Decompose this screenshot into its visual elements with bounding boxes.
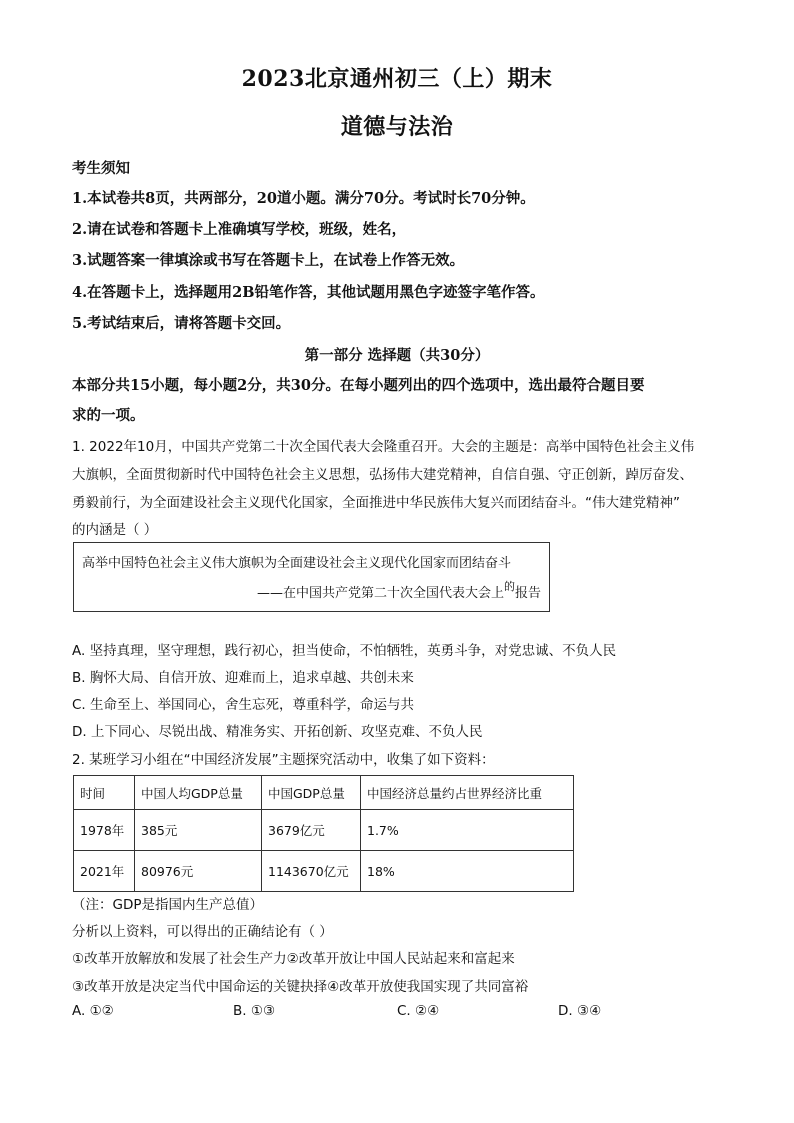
q1-stem-line: 勇毅前行，为全面建设社会主义现代化国家，全面推进中华民族伟大复兴而团结奋斗。“伟大建党精神” — [72, 495, 680, 511]
notice-heading: 考生须知 — [72, 160, 130, 177]
q1-quote-source-main: ——在中国共产党第二十次全国代表大会上 — [256, 586, 504, 601]
table-cell: 2021年 — [74, 851, 135, 892]
q2-statement: ③改革开放是决定当代中国命运的关键抉择④改革开放使我国实现了共同富裕 — [72, 979, 529, 995]
q2-option-a: A. ①② — [72, 1003, 114, 1019]
q2-statement: ①改革开放解放和发展了社会生产力②改革开放让中国人民站起来和富起来 — [72, 951, 515, 967]
table-header-row — [74, 776, 574, 810]
part1-intro: 求的一项。 — [72, 407, 145, 424]
q2-option-d: D. ③④ — [558, 1003, 602, 1019]
q1-stem-line: 的内涵是（ ） — [72, 522, 158, 538]
table-cell: 385元 — [135, 810, 262, 851]
notice-item: 4.在答题卡上，选择题用2B铅笔作答，其他试题用黑色字迹签字笔作答。 — [72, 284, 545, 301]
table-cell: 80976元 — [135, 851, 262, 892]
q1-quote-source-sup: 的 — [503, 580, 515, 593]
part1-intro: 本部分共15小题，每小题2分，共30分。在每小题列出的四个选项中，选出最符合题目要 — [72, 377, 645, 394]
q2-stem: 2. 某班学习小组在“中国经济发展”主题探究活动中，收集了如下资料： — [72, 752, 495, 768]
table-cell: 3679亿元 — [262, 810, 361, 851]
q1-quote-source-end: 报告 — [514, 586, 541, 601]
table-header-cell: 中国GDP总量 — [262, 776, 361, 810]
q1-quote-source — [257, 582, 541, 601]
q2-question: 分析以上资料，可以得出的正确结论有（ ） — [72, 924, 333, 940]
q2-option-c: C. ②④ — [397, 1003, 440, 1019]
table-cell: 1.7% — [361, 810, 574, 851]
notice-item: 3.试题答案一律填涂或书写在答题卡上，在试卷上作答无效。 — [72, 252, 465, 269]
table-header-cell: 时间 — [74, 776, 135, 810]
table-header-cell: 中国人均GDP总量 — [135, 776, 262, 810]
table-cell: 18% — [361, 851, 574, 892]
notice-item: 5.考试结束后，请将答题卡交回。 — [72, 315, 291, 332]
exam-title: 2023北京通州初三（上）期末 — [241, 66, 553, 92]
table-row — [74, 810, 574, 851]
q1-option-b: B. 胸怀大局、自信开放、迎难而上，追求卓越、共创未来 — [72, 670, 414, 686]
exam-subject: 道德与法治 — [340, 114, 454, 140]
table-cell: 1978年 — [74, 810, 135, 851]
part1-title: 第一部分 选择题（共30分） — [304, 347, 490, 364]
notice-item: 1.本试卷共8页，共两部分，20道小题。满分70分。考试时长70分钟。 — [72, 190, 535, 207]
table-row — [74, 851, 574, 892]
q1-option-c: C. 生命至上、举国同心，舍生忘死，尊重科学，命运与共 — [72, 697, 415, 713]
table-cell: 1143670亿元 — [262, 851, 361, 892]
q2-option-b: B. ①③ — [233, 1003, 276, 1019]
q1-quote-box — [73, 542, 550, 612]
q1-quote-text: 高举中国特色社会主义伟大旗帜为全面建设社会主义现代化国家而团结奋斗 — [82, 556, 512, 571]
q1-stem-line: 1. 2022年10月，中国共产党第二十次全国代表大会隆重召开。大会的主题是：高举中国特色社会主义伟 — [72, 439, 695, 455]
q1-option-d: D. 上下同心、尽锐出战、精准务实、开拓创新、攻坚克难、不负人民 — [72, 724, 483, 740]
q2-note: （注：GDP是指国内生产总值） — [72, 897, 263, 913]
table-header-cell: 中国经济总量约占世界经济比重 — [361, 776, 574, 810]
q2-data-table — [73, 775, 574, 892]
notice-item: 2.请在试卷和答题卡上准确填写学校，班级，姓名， — [72, 221, 407, 238]
q1-option-a: A. 坚持真理，坚守理想，践行初心，担当使命，不怕牺牲，英勇斗争，对党忠诚、不负人民 — [72, 643, 617, 659]
q1-stem-line: 大旗帜，全面贯彻新时代中国特色社会主义思想，弘扬伟大建党精神，自信自强、守正创新，踔厉奋发、 — [72, 467, 693, 483]
